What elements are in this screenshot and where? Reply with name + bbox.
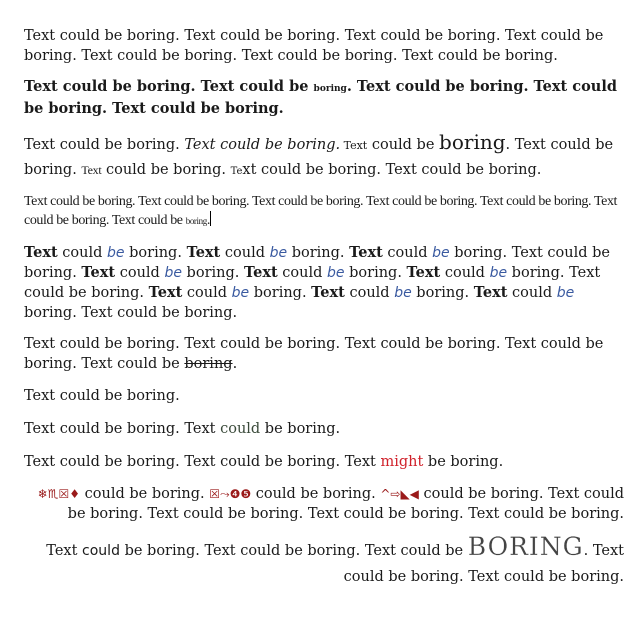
small-text-run: boring [185, 216, 207, 226]
blue-italic-run: be [556, 285, 575, 301]
text-run: Text could be boring. [24, 137, 185, 153]
small-caps-run: Te [230, 166, 243, 177]
paragraph-5-bold-italic: Text could be boring. Text could be boring. Text could be boring. Text could be boring. Text could be boring. Text could be boring. Text could be boring. Text could be boring. Text could be boring. Text could be boring. Text could be boring. Text could be boring. [24, 244, 611, 321]
paragraph-6-strikethrough: Text could be boring. Text could be boring. Text could be boring. Text could be boring. Text could be boring. [24, 336, 604, 372]
symbol-run: ☒⤳❹❺ [209, 487, 252, 501]
bold-text-run: Text [243, 264, 278, 281]
paragraph-1 [24, 26, 624, 66]
blue-italic-run: be [489, 265, 508, 281]
text-run: Text could be boring. [24, 265, 601, 301]
document-body[interactable] [24, 26, 624, 590]
paragraph-3-mixed [24, 130, 624, 184]
text-run: be boring. Text could be boring. Text could be [119, 543, 468, 559]
colored-text-run: could [220, 421, 261, 437]
text-run: could be boring. [251, 486, 381, 502]
text-run: . Text could be boring. Text could be boring. [343, 543, 624, 585]
blue-italic-run: be [327, 265, 345, 281]
blue-italic-run: be [107, 245, 125, 261]
bold-text-run: Text [311, 284, 345, 301]
text-run: . [206, 213, 210, 228]
bold-text-run: Text [81, 264, 116, 281]
text-run: . Text could be boring. [24, 137, 614, 178]
text-run: Text could be boring. Text [24, 421, 221, 437]
text-run: could be boring. [101, 162, 231, 178]
blue-italic-run: be [164, 265, 182, 281]
blue-italic-run: be [394, 285, 412, 301]
bold-text-run: Text [473, 284, 508, 301]
blue-italic-run: be [231, 285, 250, 301]
paragraph-8 [24, 419, 624, 439]
symbol-run: ^⇨◣◀ [380, 487, 419, 501]
small-text-run: Text [340, 139, 368, 152]
text-cursor [210, 211, 211, 226]
blue-italic-run: be [432, 245, 450, 261]
text-run: could be boring. [80, 486, 210, 502]
text-run: be boring. [423, 454, 504, 470]
bold-text-run: Text [148, 284, 183, 301]
text-run: Text could be boring. [24, 388, 180, 404]
text-run: could be boring. Text could be boring. Text could be boring. Text could be boring. Text could be boring. [67, 486, 624, 522]
text-run: xt [242, 162, 257, 178]
bold-text-run: Text [406, 264, 441, 281]
text-run: could be [367, 137, 440, 153]
text-run: Text [46, 543, 83, 559]
text-run: be boring. [260, 421, 341, 437]
sans-text-run: could [82, 543, 120, 559]
bold-text-run: Text [186, 244, 221, 261]
large-text-run: boring [439, 130, 506, 154]
text-run: Text could be boring. [81, 305, 238, 321]
text-run: could be boring. Text could be boring. [256, 162, 542, 178]
italic-text-run: Text could be boring. [184, 137, 341, 153]
paragraph-7 [24, 386, 624, 406]
text-run: Text could be boring. Text could be boring. Text could be boring. Text could be boring. Text could be [24, 336, 604, 372]
red-text-run: might [380, 454, 424, 470]
small-text-run: Text [81, 163, 102, 177]
paragraph-4-condensed [24, 192, 624, 231]
bold-text-run: Text [24, 244, 58, 261]
blue-italic-run: be [269, 245, 288, 261]
paragraph-2-bold [24, 77, 624, 119]
text-run: Text could be boring. [24, 245, 611, 281]
text-run: . Text could be boring. Text could be boring. Text could be boring. [24, 78, 617, 117]
paragraph-text: Text could be boring. Text could be boring. Text could be boring. Text could be boring. Text could be boring. Text could be boring. Text could be boring. [24, 28, 604, 64]
text-run: Text could be boring. Text could be [24, 78, 314, 95]
paragraph-11-right-aligned [24, 534, 624, 590]
small-text-run: boring [313, 84, 347, 94]
large-caps-run: BORING [467, 532, 584, 561]
strikethrough-run: boring [184, 356, 233, 372]
text-run: Text could be boring. Text could be boring. Text could be boring. Text could be boring. Text could be boring. Text could be boring. Text could be [24, 194, 618, 228]
text-run: Text could be boring. Text could be boring. Text [24, 454, 381, 470]
paragraph-10-symbols [24, 484, 624, 524]
bold-text-run: Text [349, 244, 383, 261]
symbol-run: ❄♏☒♦ [37, 487, 81, 501]
paragraph-9 [24, 452, 624, 472]
